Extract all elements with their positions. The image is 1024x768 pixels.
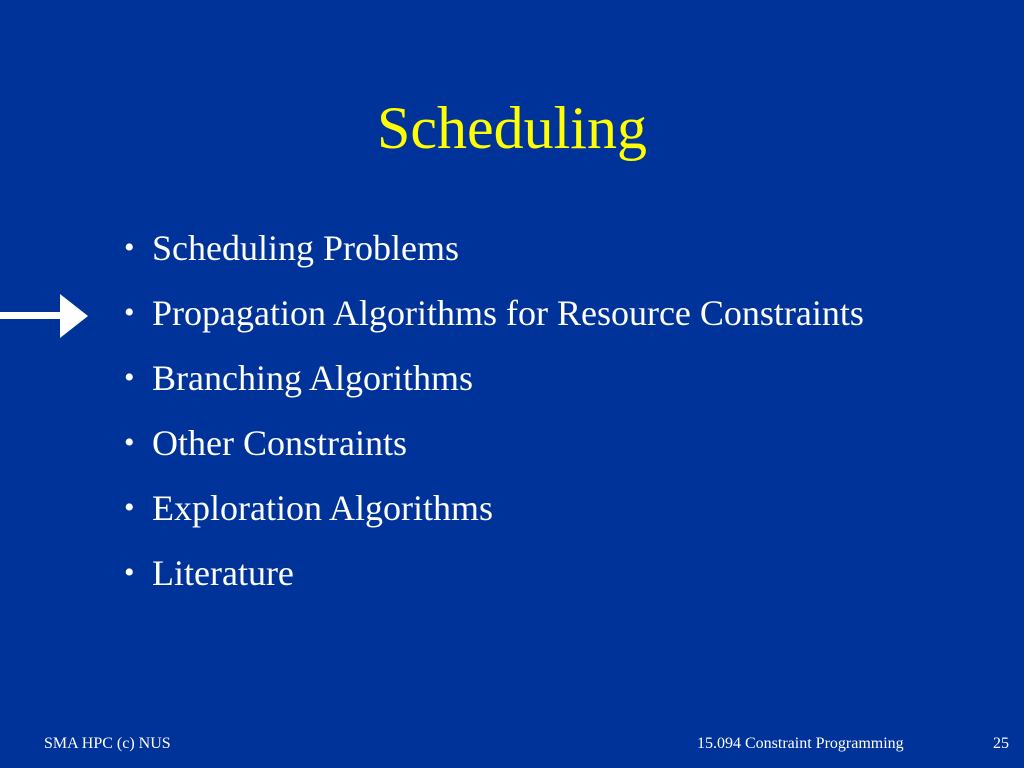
list-item — [124, 482, 884, 534]
list-item — [124, 287, 884, 339]
right-arrow-icon — [0, 294, 90, 338]
footer-left-text: SMA HPC (c) NUS — [44, 735, 171, 752]
bullet-icon: • — [124, 556, 135, 589]
bullet-text: Exploration Algorithms — [152, 488, 493, 528]
page-number: 25 — [993, 735, 1009, 752]
bullet-text: Other Constraints — [152, 423, 407, 463]
bullet-text: Branching Algorithms — [152, 358, 473, 398]
bullet-text: Scheduling Problems — [152, 228, 459, 268]
list-item — [124, 417, 884, 469]
list-item — [124, 222, 884, 274]
footer-course-title: 15.094 Constraint Programming — [697, 735, 904, 752]
slide-title: Scheduling — [377, 95, 647, 161]
list-item — [124, 352, 884, 404]
list-item — [124, 547, 884, 599]
bullet-list — [124, 222, 884, 612]
bullet-text: Propagation Algorithms for Resource Constraints — [152, 293, 864, 333]
bullet-text: Literature — [152, 553, 294, 593]
bullet-icon: • — [124, 491, 135, 524]
bullet-icon: • — [124, 426, 135, 459]
bullet-icon: • — [124, 231, 135, 264]
bullet-icon: • — [124, 296, 135, 329]
bullet-icon: • — [124, 361, 135, 394]
